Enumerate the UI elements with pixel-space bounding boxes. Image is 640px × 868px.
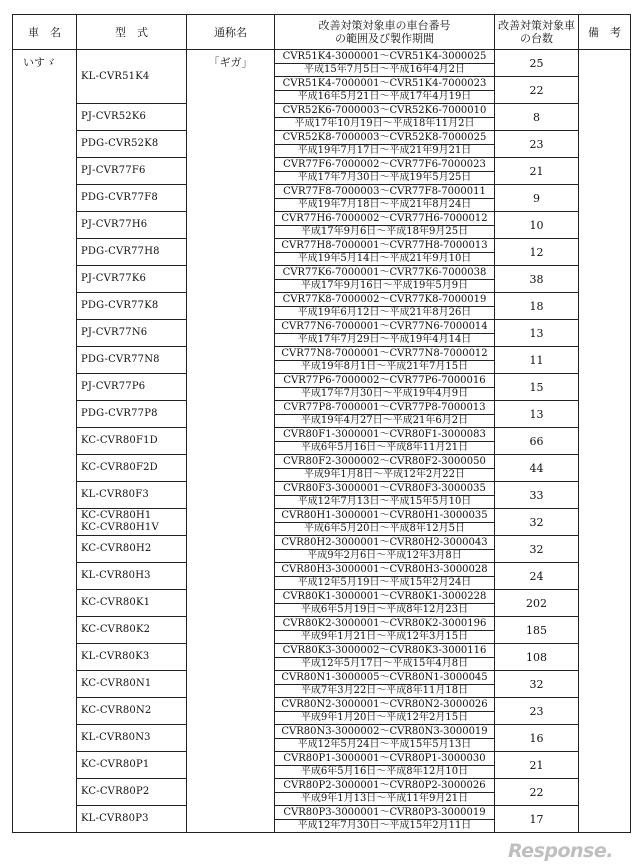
table-row (13, 644, 631, 671)
chassis-range: CVR80N3-3000002〜CVR80N3-3000019 (275, 726, 494, 739)
table-row (13, 617, 631, 644)
chassis-range: CVR77H6-7000002〜CVR77H6-7000012 (275, 213, 494, 226)
model-cell (77, 347, 187, 374)
range-cell (275, 644, 495, 671)
model-cell (77, 536, 187, 563)
range-cell (275, 401, 495, 428)
model-name: PJ-CVR77P6 (81, 381, 146, 392)
range-cell (275, 725, 495, 752)
model-name: PDG-CVR77H8 (81, 246, 160, 257)
model-cell (77, 266, 187, 293)
chassis-range: CVR52K8-7000003〜CVR52K8-7000025 (275, 132, 494, 145)
range-cell (275, 455, 495, 482)
model-cell (77, 806, 187, 833)
production-period: 平成9年1月13日〜平成11年9月21日 (300, 792, 469, 804)
range-cell (275, 509, 495, 536)
model-name: KC-CVR80H2 (81, 543, 152, 554)
range-cell (275, 590, 495, 617)
model-cell (77, 212, 187, 239)
chassis-range: CVR52K6-7000003〜CVR52K6-7000010 (275, 105, 494, 118)
table-row (13, 293, 631, 320)
chassis-range: CVR77K8-7000002〜CVR77K8-7000019 (275, 294, 494, 307)
model-name: KC-CVR80F1D (81, 435, 158, 446)
production-period: 平成17年9月16日〜平成19年5月9日 (300, 279, 469, 291)
model-name: KL-CVR80N3 (81, 732, 151, 743)
model-name: KC-CVR80H1V (81, 522, 159, 533)
recall-table (12, 14, 631, 833)
watermark-text: Response. (508, 840, 613, 862)
chassis-range: CVR77K6-7000001〜CVR77K6-7000038 (275, 267, 494, 280)
count-cell: 22 (495, 779, 579, 806)
count-cell: 33 (495, 482, 579, 509)
table-row (13, 131, 631, 158)
count-cell: 32 (495, 536, 579, 563)
range-cell (275, 158, 495, 185)
count-cell: 23 (495, 131, 579, 158)
range-cell (275, 617, 495, 644)
model-cell (77, 50, 187, 104)
production-period: 平成19年7月18日〜平成21年8月24日 (297, 198, 472, 210)
production-period: 平成6年5月16日〜平成8年12月10日 (300, 765, 469, 777)
model-cell (77, 725, 187, 752)
table-row (13, 536, 631, 563)
model-name: KL-CVR80F3 (81, 489, 149, 500)
header-row (13, 15, 631, 50)
model-name: PDG-CVR77N8 (81, 354, 160, 365)
range-cell (275, 806, 495, 833)
production-period: 平成7年3月22日〜平成8年11月18日 (300, 684, 469, 696)
table-row (13, 563, 631, 590)
count-cell: 16 (495, 725, 579, 752)
table-row (13, 428, 631, 455)
production-period: 平成17年9月6日〜平成18年9月25日 (300, 225, 469, 237)
header-model: 型 式 (77, 15, 187, 50)
range-cell (275, 563, 495, 590)
count-cell: 22 (495, 77, 579, 104)
count-cell: 12 (495, 239, 579, 266)
model-cell (77, 185, 187, 212)
model-cell (77, 401, 187, 428)
range-cell (275, 779, 495, 806)
count-cell: 9 (495, 185, 579, 212)
model-cell (77, 374, 187, 401)
count-cell: 17 (495, 806, 579, 833)
count-cell: 202 (495, 590, 579, 617)
production-period: 平成17年7月30日〜平成19年5月25日 (297, 171, 472, 183)
model-cell (77, 698, 187, 725)
production-period: 平成16年5月21日〜平成17年4月19日 (297, 90, 472, 102)
production-period: 平成15年7月5日〜平成16年4月2日 (304, 63, 465, 75)
count-cell: 10 (495, 212, 579, 239)
table-row (13, 752, 631, 779)
header-count-line2: の台数 (520, 32, 553, 45)
table-row (13, 374, 631, 401)
count-cell: 21 (495, 158, 579, 185)
header-remarks: 備 考 (579, 15, 631, 50)
count-cell: 32 (495, 671, 579, 698)
range-cell (275, 698, 495, 725)
model-cell (77, 482, 187, 509)
table-row (13, 104, 631, 131)
table-row (13, 509, 631, 536)
production-period: 平成9年1月21日〜平成12年3月15日 (300, 630, 469, 642)
table-row (13, 725, 631, 752)
model-name: KL-CVR51K4 (81, 70, 150, 82)
range-cell (275, 239, 495, 266)
model-name: PJ-CVR77H6 (81, 219, 148, 230)
header-maker: 車 名 (13, 15, 77, 50)
model-name: PDG-CVR52K8 (81, 138, 159, 149)
model-name: PDG-CVR77K8 (81, 300, 159, 311)
model-name: PDG-CVR77P8 (81, 408, 158, 419)
model-name: PJ-CVR52K6 (81, 111, 147, 122)
production-period: 平成12年7月13日〜平成15年5月10日 (297, 495, 472, 507)
range-cell (275, 536, 495, 563)
range-cell (275, 131, 495, 158)
range-cell (275, 374, 495, 401)
range-cell (275, 752, 495, 779)
chassis-range: CVR77N6-7000001〜CVR77N6-7000014 (275, 321, 494, 334)
production-period: 平成12年5月19日〜平成15年2月24日 (297, 576, 472, 588)
count-cell: 13 (495, 401, 579, 428)
count-cell: 8 (495, 104, 579, 131)
model-cell (77, 293, 187, 320)
range-cell (275, 77, 495, 104)
chassis-range: CVR77H8-7000001〜CVR77H8-7000013 (275, 240, 494, 253)
count-cell: 21 (495, 752, 579, 779)
table-row (13, 158, 631, 185)
production-period: 平成17年7月29日〜平成19年4月14日 (297, 333, 472, 345)
production-period: 平成19年6月12日〜平成21年8月26日 (297, 306, 472, 318)
model-cell (77, 671, 187, 698)
chassis-range: CVR80P2-3000001〜CVR80P2-3000026 (275, 780, 494, 793)
model-cell (77, 779, 187, 806)
chassis-range: CVR51K4-7000001〜CVR51K4-7000023 (275, 78, 494, 91)
production-period: 平成9年1月8日〜平成12年2月22日 (304, 468, 465, 480)
nickname-cell: 「ギガ」 (187, 50, 275, 833)
model-cell (77, 563, 187, 590)
chassis-range: CVR77F6-7000002〜CVR77F6-7000023 (275, 159, 494, 172)
range-cell (275, 320, 495, 347)
header-count (495, 15, 579, 50)
production-period: 平成19年5月14日〜平成21年9月10日 (297, 252, 472, 264)
production-period: 平成12年7月30日〜平成15年2月11日 (297, 819, 472, 831)
table-row (13, 779, 631, 806)
chassis-range: CVR80K3-3000002〜CVR80K3-3000116 (275, 645, 494, 658)
model-name: KC-CVR80K1 (81, 597, 151, 608)
model-cell (77, 752, 187, 779)
model-name: KL-CVR80K3 (81, 651, 150, 662)
watermark-logo (508, 836, 634, 866)
table-row (13, 320, 631, 347)
table-row (13, 266, 631, 293)
count-cell: 185 (495, 617, 579, 644)
model-cell (77, 104, 187, 131)
count-cell: 24 (495, 563, 579, 590)
count-cell: 11 (495, 347, 579, 374)
model-cell (77, 158, 187, 185)
table-row (13, 455, 631, 482)
header-range (275, 15, 495, 50)
chassis-range: CVR80F3-3000001〜CVR80F3-3000035 (275, 483, 494, 496)
count-cell: 23 (495, 698, 579, 725)
model-cell (77, 509, 187, 536)
header-nickname: 通称名 (187, 15, 275, 50)
chassis-range: CVR80H1-3000001〜CVR80H1-3000035 (275, 510, 494, 523)
chassis-range: CVR77F8-7000003〜CVR77F8-7000011 (275, 186, 494, 199)
production-period: 平成6年5月19日〜平成8年12月23日 (300, 603, 469, 615)
chassis-range: CVR80P1-3000001〜CVR80P1-3000030 (275, 753, 494, 766)
range-cell (275, 671, 495, 698)
chassis-range: CVR80K1-3000001〜CVR80K1-3000228 (275, 591, 494, 604)
production-period: 平成19年4月27日〜平成21年6月2日 (300, 414, 469, 426)
count-cell: 13 (495, 320, 579, 347)
model-name: KC-CVR80P1 (81, 759, 150, 770)
chassis-range: CVR77P8-7000001〜CVR77P8-7000013 (275, 402, 494, 415)
model-name: KL-CVR80P3 (81, 813, 149, 824)
table-row (13, 698, 631, 725)
chassis-range: CVR77N8-7000001〜CVR77N8-7000012 (275, 348, 494, 361)
production-period: 平成6年5月16日〜平成8年11月21日 (300, 441, 469, 453)
remarks-cell (579, 50, 631, 833)
model-cell (77, 428, 187, 455)
range-cell (275, 482, 495, 509)
production-period: 平成12年5月17日〜平成15年4月8日 (300, 657, 469, 669)
model-name: KC-CVR80N1 (81, 678, 152, 689)
model-name: PDG-CVR77F8 (81, 192, 158, 203)
model-name: KC-CVR80N2 (81, 705, 152, 716)
model-cell (77, 320, 187, 347)
count-cell: 18 (495, 293, 579, 320)
production-period: 平成12年5月24日〜平成15年5月13日 (297, 738, 472, 750)
model-name: KC-CVR80P2 (81, 786, 150, 797)
model-cell (77, 455, 187, 482)
chassis-range: CVR80N1-3000005〜CVR80N1-3000045 (275, 672, 494, 685)
chassis-range: CVR80H3-3000001〜CVR80H3-3000028 (275, 564, 494, 577)
table-row (13, 401, 631, 428)
table-body (13, 50, 631, 833)
count-cell: 66 (495, 428, 579, 455)
range-cell (275, 428, 495, 455)
count-cell: 32 (495, 509, 579, 536)
table-row (13, 671, 631, 698)
range-cell (275, 266, 495, 293)
production-period: 平成17年10月19日〜平成18年11月2日 (294, 117, 475, 129)
model-name: KC-CVR80K2 (81, 624, 151, 635)
production-period: 平成19年8月1日〜平成21年7月15日 (300, 360, 469, 372)
table-row (13, 590, 631, 617)
table-row (13, 185, 631, 212)
production-period: 平成9年1月20日〜平成12年2月15日 (300, 711, 469, 723)
model-name: PJ-CVR77F6 (81, 165, 146, 176)
range-cell (275, 212, 495, 239)
chassis-range: CVR80F1-3000001〜CVR80F1-3000083 (275, 429, 494, 442)
range-cell (275, 347, 495, 374)
model-cell (77, 590, 187, 617)
model-name: PJ-CVR77N6 (81, 327, 148, 338)
production-period: 平成17年7月30日〜平成19年4月9日 (300, 387, 469, 399)
production-period: 平成6年5月20日〜平成8年12月5日 (304, 522, 465, 534)
production-period: 平成19年7月17日〜平成21年9月21日 (297, 144, 472, 156)
range-cell (275, 50, 495, 77)
model-name: KL-CVR80H3 (81, 570, 151, 581)
model-cell (77, 239, 187, 266)
table-row (13, 806, 631, 833)
header-range-line1: 改善対策対象車の車台番号 (318, 19, 451, 32)
table-row (13, 239, 631, 266)
maker-cell: いすゞ (13, 50, 77, 833)
model-name: KC-CVR80H1 (81, 510, 152, 521)
chassis-range: CVR77P6-7000002〜CVR77P6-7000016 (275, 375, 494, 388)
range-cell (275, 185, 495, 212)
count-cell: 108 (495, 644, 579, 671)
chassis-range: CVR80F2-3000002〜CVR80F2-3000050 (275, 456, 494, 469)
production-period: 平成9年2月6日〜平成12年3月8日 (307, 549, 462, 561)
chassis-range: CVR80P3-3000001〜CVR80P3-3000019 (275, 807, 494, 820)
range-cell (275, 293, 495, 320)
chassis-range: CVR80K2-3000001〜CVR80K2-3000196 (275, 618, 494, 631)
model-cell (77, 617, 187, 644)
chassis-range: CVR51K4-3000001〜CVR51K4-3000025 (275, 51, 494, 64)
count-cell: 44 (495, 455, 579, 482)
table-row (13, 482, 631, 509)
header-range-line2: の範囲及び製作期間 (335, 32, 434, 45)
chassis-range: CVR80N2-3000001〜CVR80N2-3000026 (275, 699, 494, 712)
chassis-range: CVR80H2-3000001〜CVR80H2-3000043 (275, 537, 494, 550)
header-count-line1: 改善対策対象車 (498, 19, 575, 32)
model-name: PJ-CVR77K6 (81, 273, 147, 284)
table-row (13, 50, 631, 77)
table-row (13, 212, 631, 239)
range-cell (275, 104, 495, 131)
table-row (13, 347, 631, 374)
model-name: KC-CVR80F2D (81, 462, 158, 473)
count-cell: 25 (495, 50, 579, 77)
model-cell (77, 131, 187, 158)
count-cell: 38 (495, 266, 579, 293)
count-cell: 15 (495, 374, 579, 401)
model-cell (77, 644, 187, 671)
